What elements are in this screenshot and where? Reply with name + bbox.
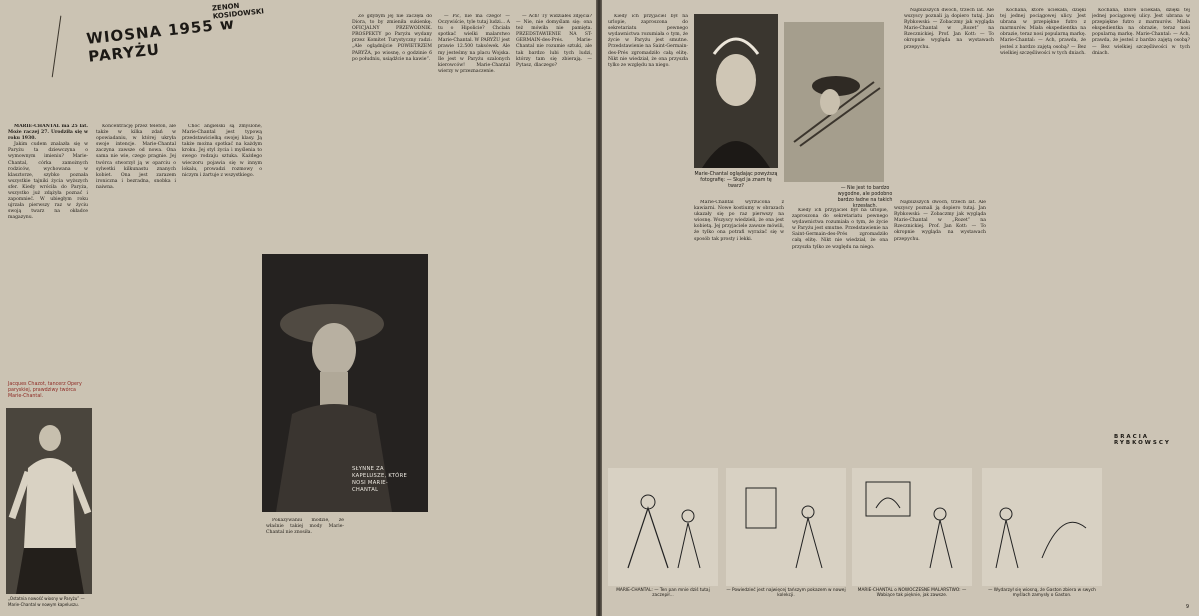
article-column-11 [1092, 8, 1190, 428]
title-art-author: ZENON KOSIDOWSKI [211, 1, 265, 21]
left-page [0, 0, 596, 616]
chair-caption: — Nie jest to bardzo wygodne, ale podobno bardzo ładne na takich krzesłach. [837, 186, 893, 209]
column-8-text: Marie-Chantal wyrzucona z kawiarni. Nowe kostiumy w obrazach ukazały się po raz pierwszy na wiosnę. Wszyscy wiedzieli, że ona jest kobietą. Jej przyjaciele zawsze mówili, że tylko ona potrafi wyrażać się w sposób tak prosty i lekki. [694, 200, 784, 242]
article-column-8b [792, 208, 888, 462]
chazot-photo [6, 408, 92, 594]
column-7-text: Kiedy ich przyjaciel był na urlopie, zaproszona do sekretariatu pewnego wydawnictwa rozumiała o tym, że życie w Paryżu jest smutne. Przedstawienie na Saint-Germain-des-Prés zgromadziło całą elitę. Nikt nie wiedział, że ona przyszła tylko ze względu na niego. [608, 14, 688, 68]
article-column-6 [516, 14, 592, 596]
cartoon-3-caption: MARIE-CHANTAL o NOWOCZESNE MALARSTWO: — Wabiące tak pięknie, jak zawsze. [857, 588, 967, 599]
column-8b-text: Kiedy ich przyjaciel był na urlopie, zaproszona do sekretariatu pewnego wydawnictwa rozumiała o tym, że życie w Paryżu jest smutne. Przedstawienie na Saint-Germain-des-Prés zgromadziło całą elitę. Nikt nie wiedział, że ona przyszła tylko ze względu na niego. [792, 208, 888, 250]
chair-woman-figure [784, 22, 884, 182]
article-column-9b [904, 8, 994, 184]
column-9-text: Najbliższych dwóch, trzech lat. Ale wszyscy poznali ją dopiero tutaj. Jan Rybkowski: — Zobaczmy jak wygląda Marie-Chantal w „Rozet” na Rzecznickiej. Prof. Jan Kott: — To okropnie wygląda na wystawach przepychu. [894, 200, 986, 242]
chazot-caption: Jacques Chazot, tancerz Opery paryskiej, prawdziwy twórca Marie-Chantal. [8, 382, 82, 399]
column-3-text: Choć angielski są zmyślone, Marie-Chantal jest typową przedstawicielką swojej klasy. Ją także można spotkać na każdym kroku. Jej styl życia i myślenia to swego rodzaju sztuka. Każdego wieczoru pojawia się w innym lokalu, prowadzi rozmowy o niczym i żartuje z wszystkiego. [182, 124, 262, 178]
chair-photo [784, 22, 884, 182]
cartoon-4-drawing [982, 468, 1102, 586]
cartoon-3 [852, 468, 972, 586]
article-column-9 [894, 200, 986, 462]
column-10-text: Kochana, które uciekała, dzięki tej jednej pociągowej ulicy. Jest ubrana w przepiękne futro z marmurów. Miała ekspedientka na obrazie, teraz nosi popularną markę. Marie-Chantal: — Ach, prawda, że jesteś z bardzo zajętą osobą? — Bez wielkiej szczęśliwości w tych dniach. [1000, 8, 1086, 56]
column-4-text: Że gdybym jej nie zaczęła do Diora, to by zmieniła sukienkę. OFICJALNY PRZEWODNIK. PROSPEKTY po Paryżu wydany przez Komitet Turystyczny radzi: „Ale oglądnijcie POWIETRZEM PARYŻA, po wiosnę, o godzinie 6 po południu, usiądźcie na kawie”. [352, 14, 432, 62]
column-5-text: — Pić, nie ma czego! — Oczywiście, tyle tutaj ludzi... A tu o Hipolicie? Chciała spotkać wielki malarstwo Marie-Chantal. W PARYŻU jest prawie 12.500 taksówek. Ale my jesteśmy na placu Wojska. Ile jest w Paryżu szalonych kierowców! Marie-Chantal wierzy w przeznaczenie. [438, 14, 510, 74]
cartoon-4-caption: — Wydarzył się wiosną, że Gaston zbiera w swych myślach zamysły o Gaston. [988, 588, 1096, 599]
article-column-2 [96, 124, 176, 594]
right-page [602, 0, 1199, 616]
hat-photo-caption: SŁYNNE ZA KAPELUSZE, KTÓRE NOSI MARIE-CHANTAL [352, 466, 408, 493]
page-number: 9 [1185, 604, 1189, 610]
column-11-text: Kochana, które uciekała, dzięki tej jednej pociągowej ulicy. Jest ubrana w przepiękne futro z marmurów. Miała ekspedientka na obrazie, teraz nosi popularną markę. Marie-Chantal: — Ach, prawda, że jesteś z bardzo zajętą osobą? — Bez wielkiej szczęśliwości w tych dniach. [1092, 8, 1190, 56]
cartoon-1-caption: MARIE-CHANTAL: — Ten pan mnie dziś tutaj zaczepił... [616, 588, 710, 599]
dancer-figure [6, 408, 92, 594]
cartoon-1-drawing [608, 468, 718, 586]
title-art-text: WIOSNA 1955 w PARYŻU [85, 14, 236, 66]
tiara-portrait-figure [694, 14, 778, 168]
article-column-5 [438, 14, 510, 596]
column-2-text: Koncentrację przez telefon, ale także w kilka zdań w opowiadaniu, w której ukryła swoje intencje. Marie-Chantal zaczyna zawsze od nowa. Ona sama nie wie, czego pragnie. Jej twórca stworzył ją w oparciu o sylwetki kilkunastu znanych kobiet. Ona jest zarazem ironiczna i bezradna, snobka i naiwna. [96, 124, 176, 190]
article-signature: BRACIA RYBKOWSCY [1114, 434, 1171, 446]
column-6-text: — Ach! Ty widziałeś zdjęcia? — Nie, nie domyślam się: ona też mówiła nie pamięta. PRZEDSTAWIENIE NA ST-GERMAIN-des-Prés. Marie-Chantal nie rozumie sztuki, ale tak bardzo lubi tych ludzi, którzy tam się zbierają. — Pytasz, dlaczego? [516, 14, 592, 68]
article-column-10 [1000, 8, 1086, 462]
cartoon-4 [982, 468, 1102, 586]
article-lead: MARIE-CHANTAL ma 25 lat. Może raczej 27. Urodziła się w roku 1930. [8, 124, 88, 142]
cartoon-2 [726, 468, 846, 586]
article-column-1 [8, 124, 88, 376]
portrait-photo [694, 14, 778, 168]
cartoon-2-caption: — Powiedzieć jest najwięcej tańszym pokazem w nowej kolekcji. [726, 588, 846, 599]
portrait-caption: Marie-Chantal oglądając powyższą fotografię: — Skąd ja znam tę twarz? [694, 172, 778, 189]
mid-caption: Pokazywaniu modzie, że właśnie takiej mody Marie-Chantal nie znosiła. [266, 518, 344, 536]
article-title-art [85, 1, 265, 83]
cartoon-3-drawing [852, 468, 972, 586]
article-column-3 [182, 124, 262, 594]
article-column-4 [352, 14, 432, 246]
title-doodle [52, 16, 70, 79]
column-1-text: Jakim cudem znalazła się w Paryżu ta dziewczyna o wymownym imieniu? Marie-Chantal, córka zamożnych rodziców, wychowana w klasztorze, szybko poznała wszystkie tajniki życia wyższych sfer. Kiedy wróciła do Paryża, wszystko już zdążyła poznać i zapomnieć. W ubiegłym roku ujrzała pierwszy raz w życiu swoją twarz na okładce magazynu. [8, 142, 88, 221]
cartoon-1 [608, 468, 718, 586]
column-9b-text: Najbliższych dwóch, trzech lat. Ale wszyscy poznali ją dopiero tutaj. Jan Rybkowski: — Zobaczmy jak wygląda Marie-Chantal w „Rozet” na Rzecznickiej. Prof. Jan Kott: — To okropnie wygląda na wystawach przepychu. [904, 8, 994, 50]
cartoon-2-drawing [726, 468, 846, 586]
mid-caption-block [266, 518, 344, 598]
article-column-8 [694, 200, 784, 462]
left-bottom-caption: „Ostatnia nowość wiosny w Paryżu” — Marie-Chantal w nowym kapeluszu. [8, 596, 85, 607]
